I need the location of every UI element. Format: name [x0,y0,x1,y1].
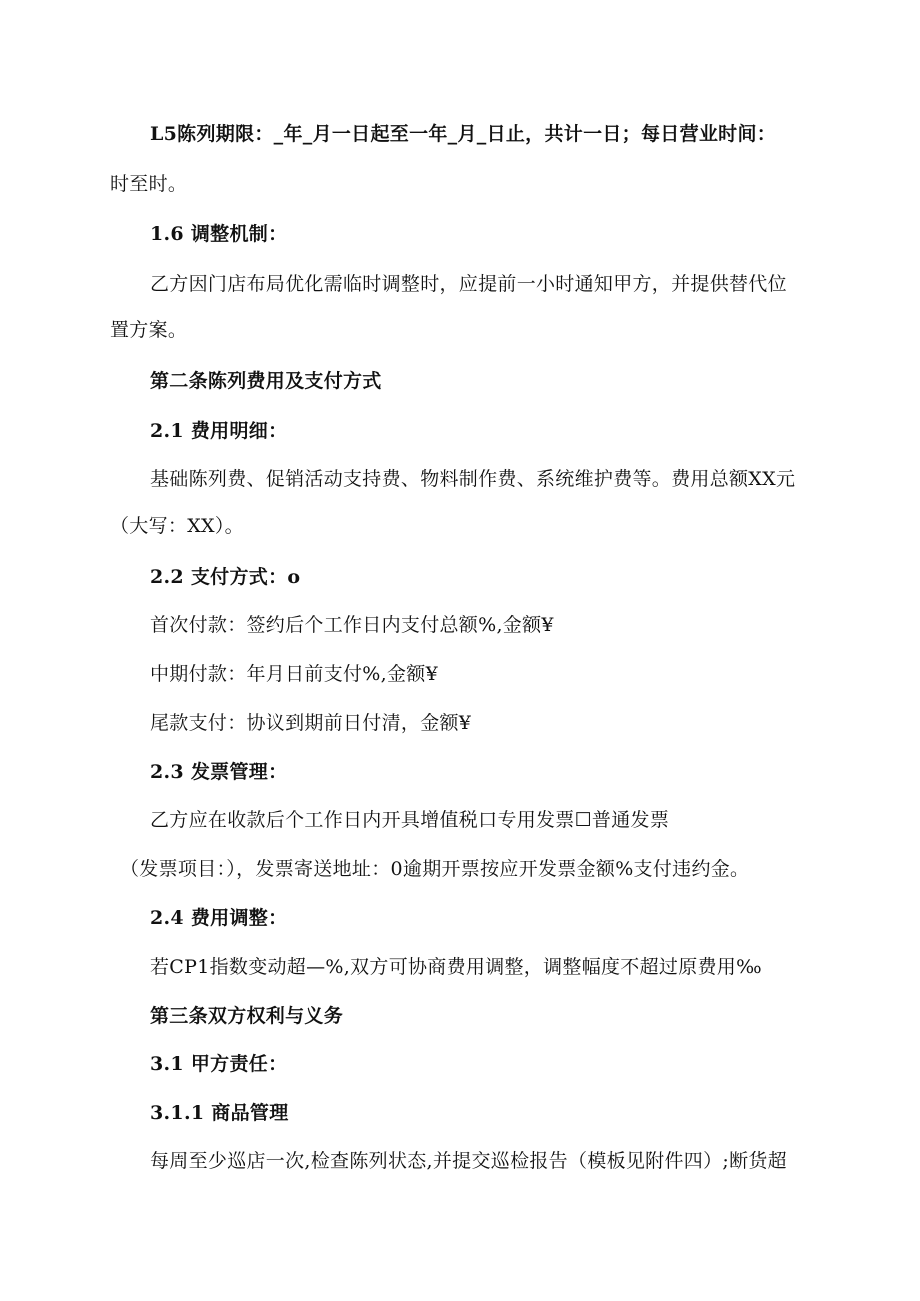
clause-1-5-display-period: L5陈列期限：_年_月一日起至一年_月_日止，共计一日；每日营业时间： [150,123,777,145]
heading-2-2: 2.2 支付方式：o [150,566,301,588]
heading-2-3: 2.3 发票管理： [150,761,288,783]
payment-final: 尾款支付：协议到期前日付清，金额¥ [150,712,472,734]
paragraph-1-6-continuation: 置方案。 [110,319,188,341]
payment-middle: 中期付款：年月日前支付%,金额¥ [150,663,438,685]
paragraph-1-6: 乙方因门店布局优化需临时调整时，应提前一小时通知甲方，并提供替代位 [150,273,787,295]
paragraph-2-3: 乙方应在收款后个工作日内开具增值税口专用发票☐普通发票 [150,809,670,831]
paragraph-2-3-continuation: （发票项目：），发票寄送地址：0逾期开票按应开发票金额%支付违约金。 [120,858,750,880]
paragraph-2-4: 若CP1指数变动超—%,双方可协商费用调整，调整幅度不超过原费用‰ [150,956,762,978]
heading-1-6: 1.6 调整机制： [150,223,288,245]
paragraph-3-1-1: 每周至少巡店一次,检查陈列状态,并提交巡检报告（模板见附件四）;断货超 [150,1150,787,1172]
paragraph-2-1-continuation: （大写：XX）。 [110,515,244,537]
paragraph-2-1: 基础陈列费、促销活动支持费、物料制作费、系统维护费等。费用总额XX元 [150,468,796,490]
payment-first: 首次付款：签约后个工作日内支付总额%,金额¥ [150,614,554,636]
heading-2-1: 2.1 费用明细： [150,420,288,442]
article-2-heading: 第二条陈列费用及支付方式 [150,370,382,392]
clause-1-5-continuation: 时至时。 [110,173,188,195]
article-3-heading: 第三条双方权利与义务 [150,1005,344,1027]
heading-3-1: 3.1 甲方责任： [150,1053,288,1075]
heading-3-1-1: 3.1.1 商品管理 [150,1102,289,1124]
heading-2-4: 2.4 费用调整： [150,907,288,929]
